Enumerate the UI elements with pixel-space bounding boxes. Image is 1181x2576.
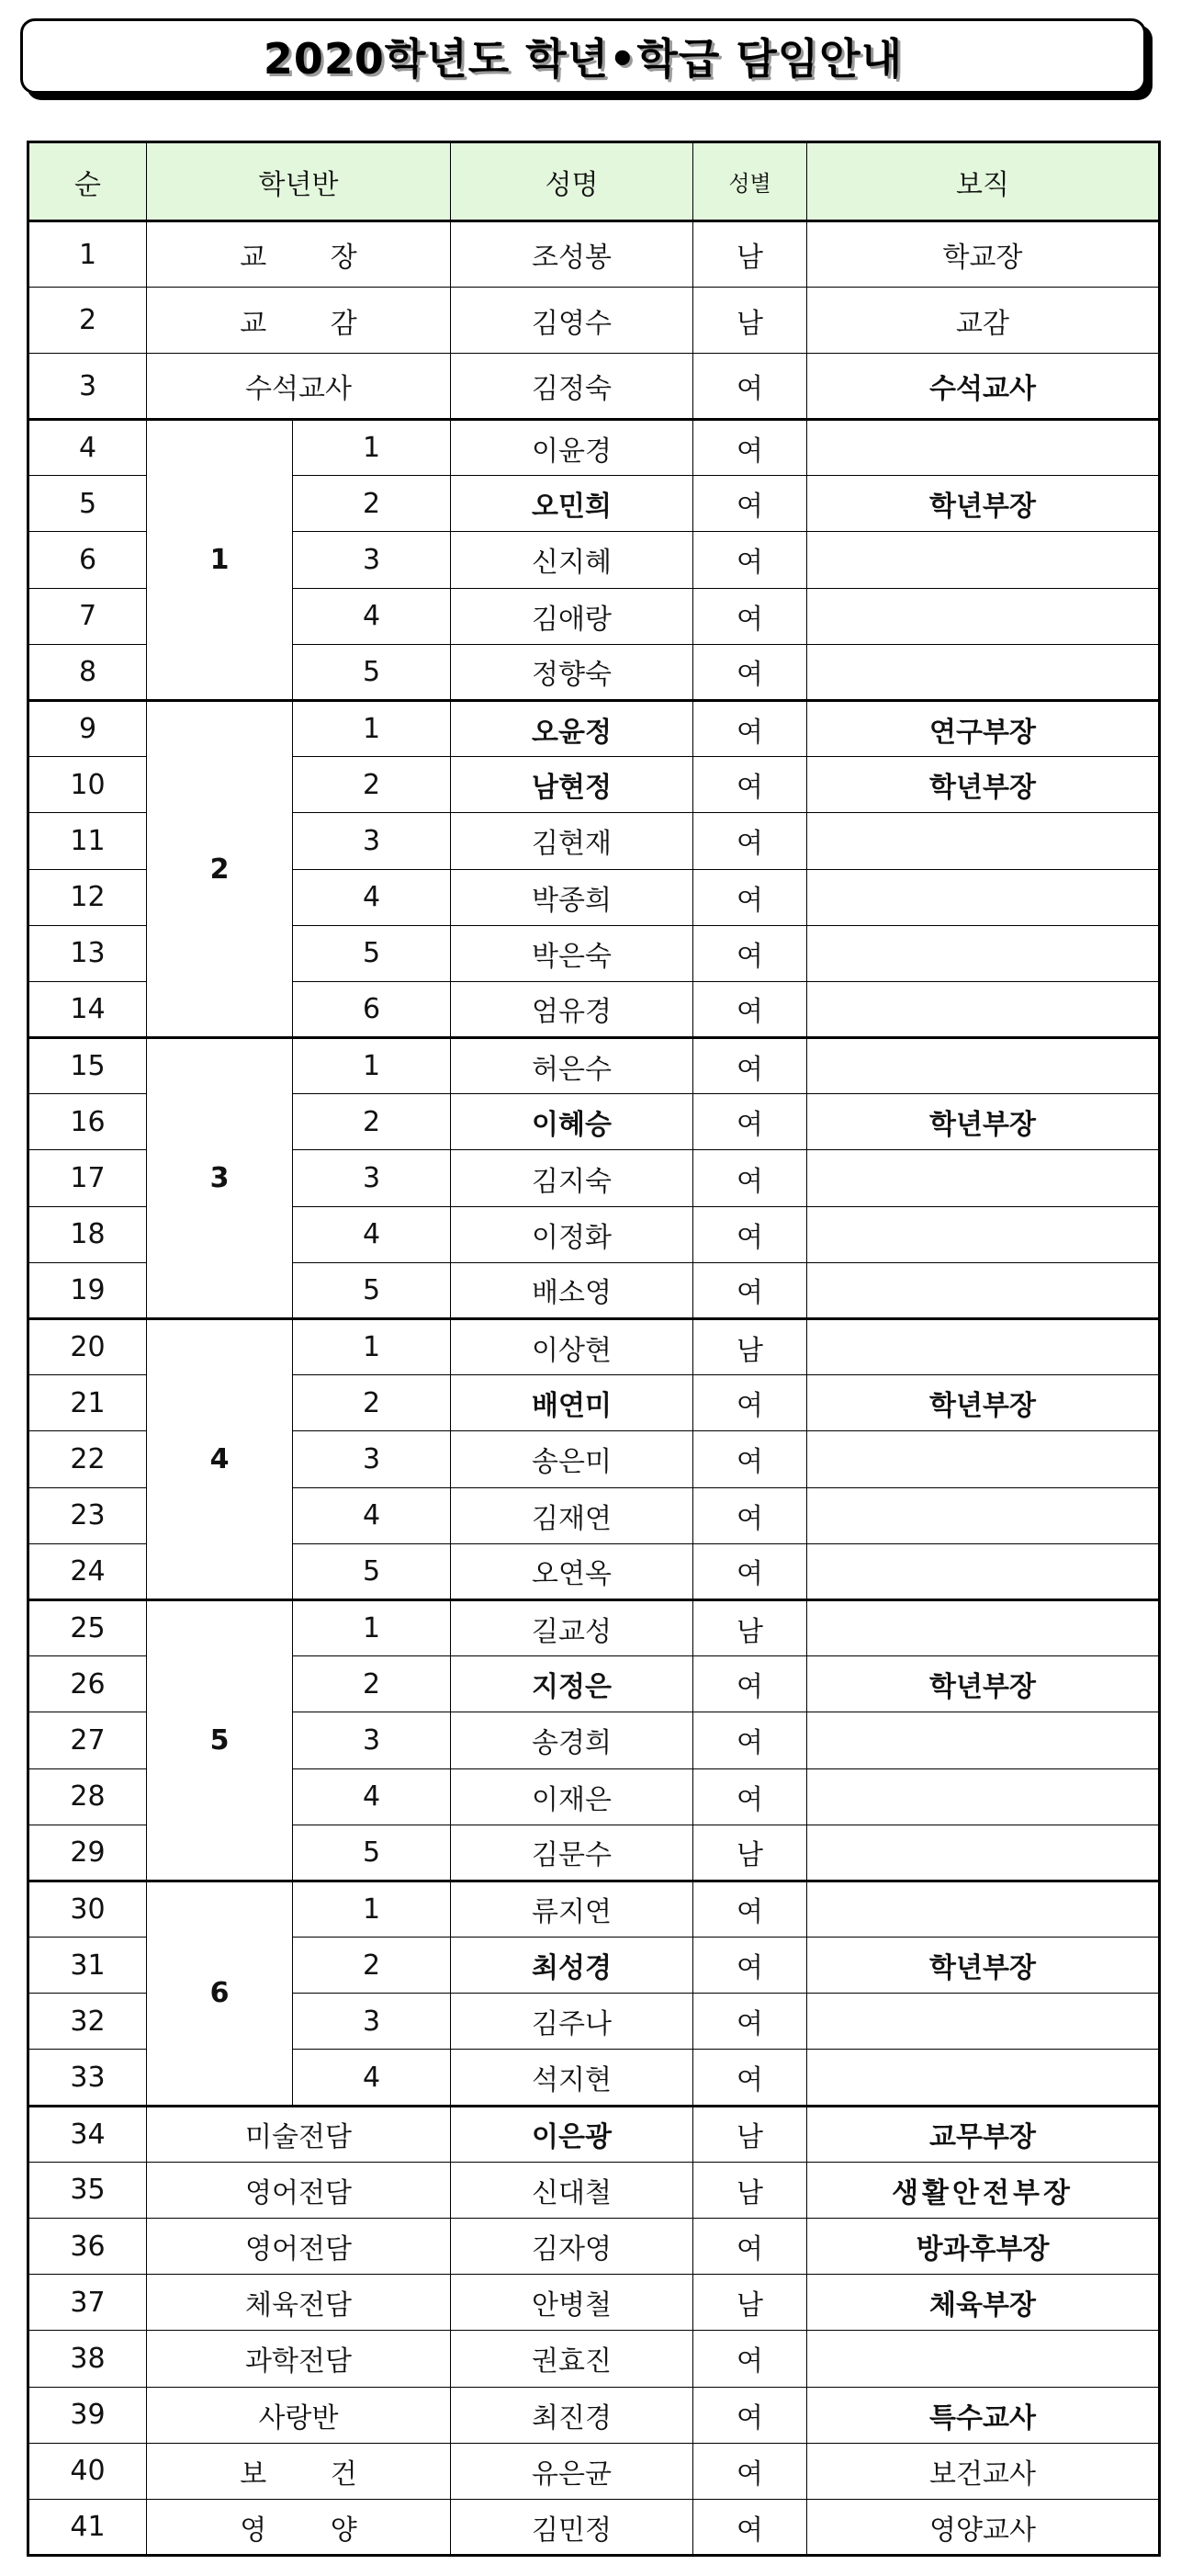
role-cell: 사랑반 bbox=[147, 2387, 451, 2443]
gender-cell: 여 bbox=[693, 1712, 807, 1768]
table-row bbox=[28, 1319, 1160, 1375]
gender-cell: 여 bbox=[693, 700, 807, 756]
row-number: 2 bbox=[28, 288, 147, 354]
duty-cell: 생활안전부장 bbox=[807, 2162, 1160, 2218]
duty-cell: 영양교사 bbox=[807, 2499, 1160, 2555]
class-cell: 2 bbox=[293, 1094, 451, 1150]
table-row bbox=[28, 700, 1160, 756]
duty-cell bbox=[807, 1150, 1160, 1206]
duty-cell: 학년부장 bbox=[807, 1656, 1160, 1712]
class-cell: 3 bbox=[293, 813, 451, 869]
duty-cell: 학년부장 bbox=[807, 476, 1160, 532]
duty-cell: 학년부장 bbox=[807, 1375, 1160, 1431]
row-number: 20 bbox=[28, 1319, 147, 1375]
gender-cell: 여 bbox=[693, 925, 807, 981]
class-cell: 2 bbox=[293, 757, 451, 813]
row-number: 22 bbox=[28, 1431, 147, 1487]
duty-cell bbox=[807, 1994, 1160, 2050]
class-cell: 3 bbox=[293, 1712, 451, 1768]
class-cell: 1 bbox=[293, 700, 451, 756]
class-cell: 1 bbox=[293, 1038, 451, 1094]
teacher-name: 류지연 bbox=[451, 1881, 693, 1937]
teacher-name: 이정화 bbox=[451, 1206, 693, 1262]
duty-cell: 체육부장 bbox=[807, 2275, 1160, 2331]
role-cell: 영 양 bbox=[147, 2499, 451, 2555]
row-number: 4 bbox=[28, 420, 147, 476]
gender-cell: 여 bbox=[693, 476, 807, 532]
teacher-name: 이혜승 bbox=[451, 1094, 693, 1150]
table-row bbox=[28, 288, 1160, 354]
duty-cell: 학년부장 bbox=[807, 1938, 1160, 1994]
teacher-name: 허은수 bbox=[451, 1038, 693, 1094]
teacher-name: 김재연 bbox=[451, 1487, 693, 1543]
teacher-name: 석지현 bbox=[451, 2050, 693, 2106]
row-number: 41 bbox=[28, 2499, 147, 2555]
duty-cell: 학년부장 bbox=[807, 1094, 1160, 1150]
row-number: 27 bbox=[28, 1712, 147, 1768]
class-cell: 4 bbox=[293, 1487, 451, 1543]
gender-cell: 여 bbox=[693, 1881, 807, 1937]
gender-cell: 여 bbox=[693, 981, 807, 1037]
gender-cell: 여 bbox=[693, 532, 807, 588]
teacher-name: 송경희 bbox=[451, 1712, 693, 1768]
table-row bbox=[28, 2219, 1160, 2275]
class-cell: 2 bbox=[293, 476, 451, 532]
row-number: 1 bbox=[28, 221, 147, 288]
duty-cell: 보건교사 bbox=[807, 2443, 1160, 2499]
teacher-name: 배소영 bbox=[451, 1262, 693, 1318]
gender-cell: 여 bbox=[693, 2331, 807, 2387]
table-row bbox=[28, 2443, 1160, 2499]
teacher-name: 김영수 bbox=[451, 288, 693, 354]
duty-cell bbox=[807, 1543, 1160, 1599]
duty-cell bbox=[807, 1599, 1160, 1655]
gender-cell: 남 bbox=[693, 2275, 807, 2331]
class-cell: 4 bbox=[293, 869, 451, 925]
table-row bbox=[28, 2275, 1160, 2331]
gender-cell: 여 bbox=[693, 2443, 807, 2499]
duty-cell bbox=[807, 869, 1160, 925]
gender-cell: 여 bbox=[693, 644, 807, 700]
gender-cell: 여 bbox=[693, 869, 807, 925]
grade-cell: 5 bbox=[147, 1599, 293, 1881]
teacher-name: 신대철 bbox=[451, 2162, 693, 2218]
class-cell: 5 bbox=[293, 644, 451, 700]
duty-cell bbox=[807, 813, 1160, 869]
teacher-name: 송은미 bbox=[451, 1431, 693, 1487]
duty-cell bbox=[807, 925, 1160, 981]
row-number: 40 bbox=[28, 2443, 147, 2499]
class-cell: 5 bbox=[293, 1543, 451, 1599]
duty-cell bbox=[807, 644, 1160, 700]
teacher-name: 김주나 bbox=[451, 1994, 693, 2050]
teacher-name: 남현정 bbox=[451, 757, 693, 813]
role-cell: 교 장 bbox=[147, 221, 451, 288]
class-cell: 2 bbox=[293, 1656, 451, 1712]
table-row bbox=[28, 1881, 1160, 1937]
table-row bbox=[28, 354, 1160, 420]
gender-cell: 여 bbox=[693, 1656, 807, 1712]
row-number: 9 bbox=[28, 700, 147, 756]
role-cell: 과학전담 bbox=[147, 2331, 451, 2387]
roster-body bbox=[28, 221, 1160, 2556]
duty-cell: 교무부장 bbox=[807, 2106, 1160, 2162]
duty-cell: 교감 bbox=[807, 288, 1160, 354]
duty-cell: 방과후부장 bbox=[807, 2219, 1160, 2275]
row-number: 34 bbox=[28, 2106, 147, 2162]
teacher-name: 신지혜 bbox=[451, 532, 693, 588]
class-cell: 5 bbox=[293, 1825, 451, 1881]
duty-cell bbox=[807, 2331, 1160, 2387]
duty-cell bbox=[807, 1881, 1160, 1937]
teacher-name: 배연미 bbox=[451, 1375, 693, 1431]
table-row bbox=[28, 2162, 1160, 2218]
class-cell: 1 bbox=[293, 1599, 451, 1655]
role-cell: 체육전담 bbox=[147, 2275, 451, 2331]
header-name: 성명 bbox=[451, 142, 693, 221]
duty-cell bbox=[807, 1206, 1160, 1262]
duty-cell bbox=[807, 1038, 1160, 1094]
row-number: 31 bbox=[28, 1938, 147, 1994]
row-number: 32 bbox=[28, 1994, 147, 2050]
teacher-name: 이상현 bbox=[451, 1319, 693, 1375]
row-number: 30 bbox=[28, 1881, 147, 1937]
role-cell: 영어전담 bbox=[147, 2219, 451, 2275]
row-number: 12 bbox=[28, 869, 147, 925]
teacher-name: 최진경 bbox=[451, 2387, 693, 2443]
table-row bbox=[28, 2387, 1160, 2443]
row-number: 23 bbox=[28, 1487, 147, 1543]
row-number: 39 bbox=[28, 2387, 147, 2443]
teacher-name: 김정숙 bbox=[451, 354, 693, 420]
class-cell: 4 bbox=[293, 2050, 451, 2106]
duty-cell bbox=[807, 588, 1160, 644]
gender-cell: 남 bbox=[693, 1825, 807, 1881]
teacher-name: 최성경 bbox=[451, 1938, 693, 1994]
teacher-name: 길교성 bbox=[451, 1599, 693, 1655]
class-cell: 4 bbox=[293, 1768, 451, 1825]
teacher-name: 김지숙 bbox=[451, 1150, 693, 1206]
table-row bbox=[28, 420, 1160, 476]
grade-cell: 6 bbox=[147, 1881, 293, 2106]
row-number: 13 bbox=[28, 925, 147, 981]
teacher-name: 유은균 bbox=[451, 2443, 693, 2499]
teacher-name: 김애랑 bbox=[451, 588, 693, 644]
header-duty: 보직 bbox=[807, 142, 1160, 221]
grade-cell: 1 bbox=[147, 420, 293, 701]
row-number: 8 bbox=[28, 644, 147, 700]
teacher-name: 정향숙 bbox=[451, 644, 693, 700]
gender-cell: 여 bbox=[693, 1431, 807, 1487]
gender-cell: 여 bbox=[693, 757, 807, 813]
role-cell: 보 건 bbox=[147, 2443, 451, 2499]
table-row bbox=[28, 221, 1160, 288]
table-row bbox=[28, 1038, 1160, 1094]
role-cell: 교 감 bbox=[147, 288, 451, 354]
duty-cell bbox=[807, 420, 1160, 476]
gender-cell: 여 bbox=[693, 1768, 807, 1825]
row-number: 26 bbox=[28, 1656, 147, 1712]
gender-cell: 여 bbox=[693, 1038, 807, 1094]
gender-cell: 여 bbox=[693, 1262, 807, 1318]
row-number: 38 bbox=[28, 2331, 147, 2387]
row-number: 10 bbox=[28, 757, 147, 813]
teacher-roster-table bbox=[27, 141, 1161, 2557]
gender-cell: 남 bbox=[693, 288, 807, 354]
gender-cell: 여 bbox=[693, 2499, 807, 2555]
gender-cell: 여 bbox=[693, 588, 807, 644]
duty-cell bbox=[807, 1768, 1160, 1825]
duty-cell: 학교장 bbox=[807, 221, 1160, 288]
gender-cell: 여 bbox=[693, 2219, 807, 2275]
duty-cell: 특수교사 bbox=[807, 2387, 1160, 2443]
teacher-name: 지정은 bbox=[451, 1656, 693, 1712]
gender-cell: 여 bbox=[693, 813, 807, 869]
class-cell: 6 bbox=[293, 981, 451, 1037]
gender-cell: 여 bbox=[693, 1206, 807, 1262]
gender-cell: 남 bbox=[693, 221, 807, 288]
row-number: 17 bbox=[28, 1150, 147, 1206]
grade-cell: 3 bbox=[147, 1038, 293, 1319]
row-number: 11 bbox=[28, 813, 147, 869]
row-number: 21 bbox=[28, 1375, 147, 1431]
row-number: 18 bbox=[28, 1206, 147, 1262]
page-title: 2020학년도 학년•학급 담임안내 bbox=[263, 34, 904, 84]
role-cell: 영어전담 bbox=[147, 2162, 451, 2218]
gender-cell: 여 bbox=[693, 1375, 807, 1431]
duty-cell bbox=[807, 1487, 1160, 1543]
teacher-name: 박종희 bbox=[451, 869, 693, 925]
teacher-name: 김현재 bbox=[451, 813, 693, 869]
class-cell: 5 bbox=[293, 1262, 451, 1318]
gender-cell: 여 bbox=[693, 1094, 807, 1150]
gender-cell: 여 bbox=[693, 1487, 807, 1543]
duty-cell bbox=[807, 1825, 1160, 1881]
duty-cell: 수석교사 bbox=[807, 354, 1160, 420]
class-cell: 5 bbox=[293, 925, 451, 981]
row-number: 37 bbox=[28, 2275, 147, 2331]
duty-cell: 학년부장 bbox=[807, 757, 1160, 813]
gender-cell: 여 bbox=[693, 1994, 807, 2050]
teacher-name: 조성봉 bbox=[451, 221, 693, 288]
duty-cell bbox=[807, 1712, 1160, 1768]
class-cell: 4 bbox=[293, 588, 451, 644]
row-number: 28 bbox=[28, 1768, 147, 1825]
class-cell: 1 bbox=[293, 1319, 451, 1375]
gender-cell: 여 bbox=[693, 1543, 807, 1599]
class-cell: 2 bbox=[293, 1375, 451, 1431]
class-cell: 3 bbox=[293, 1994, 451, 2050]
teacher-name: 이재은 bbox=[451, 1768, 693, 1825]
table-row bbox=[28, 2499, 1160, 2555]
teacher-name: 김문수 bbox=[451, 1825, 693, 1881]
row-number: 25 bbox=[28, 1599, 147, 1655]
duty-cell bbox=[807, 532, 1160, 588]
class-cell: 2 bbox=[293, 1938, 451, 1994]
class-cell: 1 bbox=[293, 1881, 451, 1937]
class-cell: 3 bbox=[293, 1150, 451, 1206]
header-class: 학년반 bbox=[147, 142, 451, 221]
teacher-name: 김민정 bbox=[451, 2499, 693, 2555]
class-cell: 1 bbox=[293, 420, 451, 476]
gender-cell: 남 bbox=[693, 2162, 807, 2218]
row-number: 3 bbox=[28, 354, 147, 420]
teacher-name: 엄유경 bbox=[451, 981, 693, 1037]
gender-cell: 여 bbox=[693, 354, 807, 420]
grade-cell: 4 bbox=[147, 1319, 293, 1600]
gender-cell: 남 bbox=[693, 2106, 807, 2162]
role-cell: 미술전담 bbox=[147, 2106, 451, 2162]
row-number: 19 bbox=[28, 1262, 147, 1318]
gender-cell: 여 bbox=[693, 2050, 807, 2106]
teacher-name: 김자영 bbox=[451, 2219, 693, 2275]
row-number: 16 bbox=[28, 1094, 147, 1150]
row-number: 35 bbox=[28, 2162, 147, 2218]
gender-cell: 여 bbox=[693, 2387, 807, 2443]
class-cell: 4 bbox=[293, 1206, 451, 1262]
role-cell: 수석교사 bbox=[147, 354, 451, 420]
row-number: 24 bbox=[28, 1543, 147, 1599]
teacher-name: 오윤정 bbox=[451, 700, 693, 756]
teacher-name: 이은광 bbox=[451, 2106, 693, 2162]
row-number: 15 bbox=[28, 1038, 147, 1094]
row-number: 7 bbox=[28, 588, 147, 644]
teacher-name: 권효진 bbox=[451, 2331, 693, 2387]
row-number: 29 bbox=[28, 1825, 147, 1881]
gender-cell: 여 bbox=[693, 1150, 807, 1206]
teacher-name: 안병철 bbox=[451, 2275, 693, 2331]
row-number: 14 bbox=[28, 981, 147, 1037]
duty-cell bbox=[807, 1431, 1160, 1487]
class-cell: 3 bbox=[293, 532, 451, 588]
teacher-name: 오민희 bbox=[451, 476, 693, 532]
duty-cell bbox=[807, 1262, 1160, 1318]
duty-cell: 연구부장 bbox=[807, 700, 1160, 756]
duty-cell bbox=[807, 1319, 1160, 1375]
table-row bbox=[28, 2106, 1160, 2162]
header-gender: 성별 bbox=[693, 142, 807, 221]
duty-cell bbox=[807, 2050, 1160, 2106]
teacher-name: 오연옥 bbox=[451, 1543, 693, 1599]
row-number: 6 bbox=[28, 532, 147, 588]
row-number: 5 bbox=[28, 476, 147, 532]
gender-cell: 여 bbox=[693, 1938, 807, 1994]
gender-cell: 남 bbox=[693, 1599, 807, 1655]
title-box bbox=[20, 18, 1146, 94]
class-cell: 3 bbox=[293, 1431, 451, 1487]
teacher-name: 이윤경 bbox=[451, 420, 693, 476]
gender-cell: 여 bbox=[693, 420, 807, 476]
duty-cell bbox=[807, 981, 1160, 1037]
grade-cell: 2 bbox=[147, 700, 293, 1037]
table-row bbox=[28, 1599, 1160, 1655]
table-row bbox=[28, 2331, 1160, 2387]
header-row bbox=[28, 142, 1160, 221]
row-number: 36 bbox=[28, 2219, 147, 2275]
row-number: 33 bbox=[28, 2050, 147, 2106]
gender-cell: 남 bbox=[693, 1319, 807, 1375]
teacher-name: 박은숙 bbox=[451, 925, 693, 981]
header-no: 순 bbox=[28, 142, 147, 221]
